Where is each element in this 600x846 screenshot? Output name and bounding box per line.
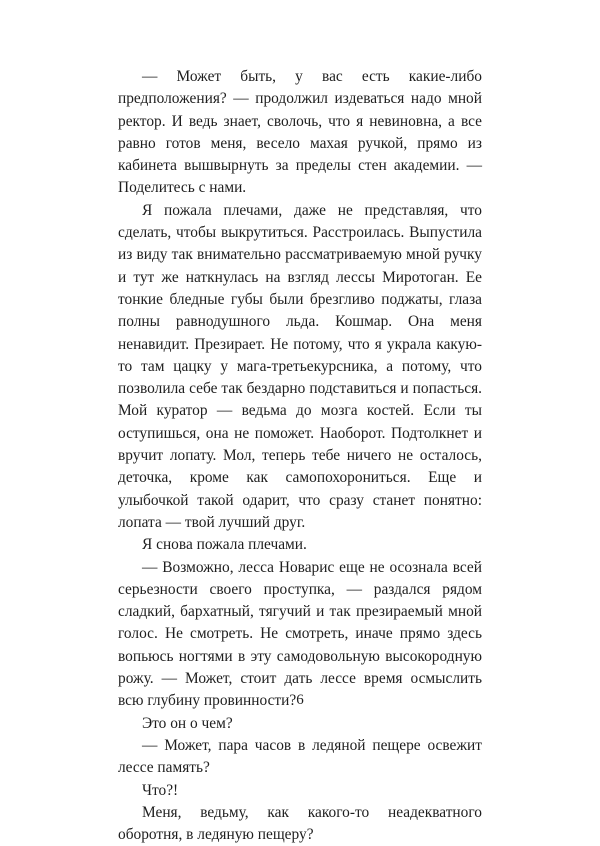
paragraph: Меня, ведьму, как какого-то неадекватного оборотня, в ледяную пещеру? <box>118 803 482 844</box>
paragraph: — Может, пара часов в ледяной пещере освежит лессе память? <box>118 736 482 777</box>
paragraph: Что?! <box>142 781 179 799</box>
page-number: 6 <box>296 692 304 708</box>
paragraph: — Возможно, лесса Новарис еще не осознала всей серьезности своего проступка, — раздался рядом сладкий, бархатный, тягучий и так презираемый мной голос. Не смотреть. Не смотреть, иначе прямо здесь вопьюсь ногтями в эту самодовольную высокородную рожу. — Может, стоит дать лессе время осмыслить всю глубину провинности? <box>118 558 482 710</box>
paragraph: Я снова пожала плечами. <box>142 536 307 554</box>
page-body <box>118 66 482 846</box>
paragraph: — Может быть, у вас есть какие-либо предположения? — продолжил издеваться надо мной ректор. И ведь знает, сволочь, что я невиновна, а все равно готов меня, весело махая ручкой, прямо из кабинета вышвырнуть за пределы стен академии. — Поделитесь с нами. <box>118 68 482 197</box>
paragraph: Это он о чем? <box>142 714 233 732</box>
paragraph: Я пожала плечами, даже не представляя, что сделать, чтобы выкрутиться. Расстроилась. Выпустила из виду так внимательно рассматриваемую мной ручку и тут же наткнулась на взгляд лессы Миротоган. Ее тонкие бледные губы были брезгливо поджаты, глаза полны равнодушного льда. Кошмар. Она меня ненавидит. Презирает. Не потому, что я украла какую-то там цацку у мага-третьекурсника, а потому, что позволила себе так бездарно подставиться и попасться. Мой куратор — ведьма до мозга костей. Если ты оступишься, она не поможет. Наоборот. Подтолкнет и вручит лопату. Мол, теперь тебе ничего не осталось, деточка, кроме как самопохорониться. Еще и улыбочкой такой одарит, что сразу станет понятно: лопата — твой лучший друг. <box>118 201 482 531</box>
